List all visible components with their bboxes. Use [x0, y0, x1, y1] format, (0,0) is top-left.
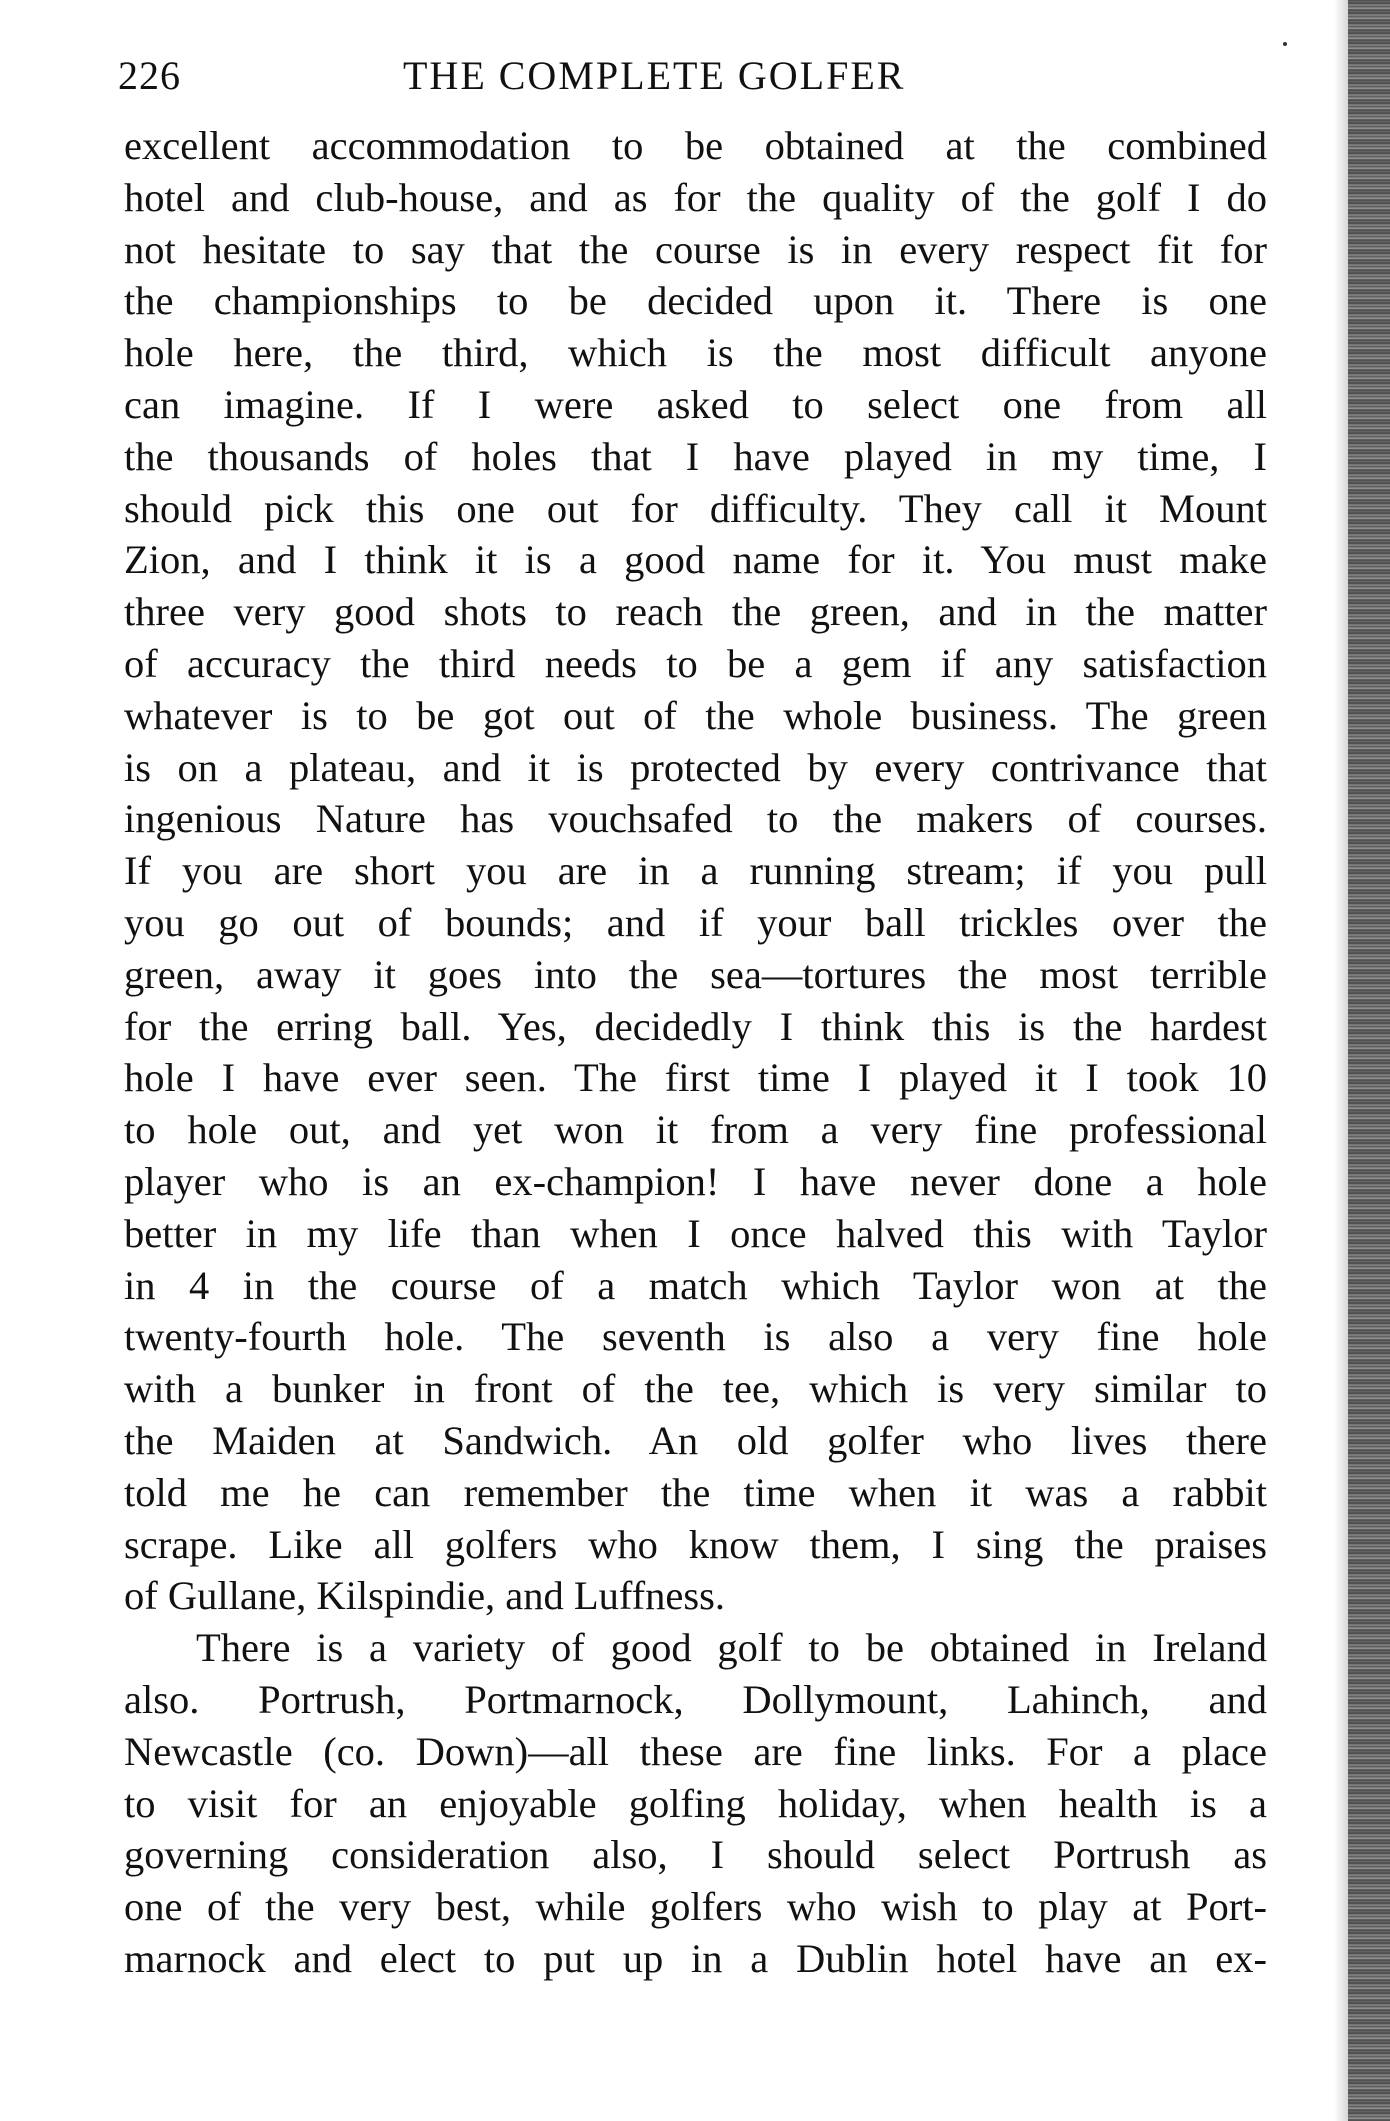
text-line: hotel and club-house, and as for the quality of the golf I do: [124, 174, 1267, 220]
text-line: of accuracy the third needs to be a gem if any satisfaction: [124, 640, 1267, 686]
running-title: THE COMPLETE GOLFER: [403, 53, 906, 98]
text-line: three very good shots to reach the green, and in the matter: [124, 589, 1267, 635]
text-line: should pick this one out for difficulty. They call it Mount: [124, 485, 1267, 531]
text-line: with a bunker in front of the tee, which is very similar to: [124, 1366, 1267, 1412]
text-line: to hole out, and yet won it from a very fine professional: [124, 1107, 1267, 1153]
text-line: of Gullane, Kilspindie, and Luffness.: [124, 1573, 726, 1619]
text-line: for the erring ball. Yes, decidedly I think this is the hardest: [124, 1003, 1267, 1049]
text-line: marnock and elect to put up in a Dublin hotel have an ex-: [124, 1935, 1267, 1981]
text-line: player who is an ex-champion! I have never done a hole: [124, 1158, 1267, 1204]
text-line: Zion, and I think it is a good name for it. You must make: [124, 537, 1267, 583]
text-line: not hesitate to say that the course is in every respect fit for: [124, 226, 1267, 272]
text-line: scrape. Like all golfers who know them, I sing the praises: [124, 1521, 1267, 1567]
text-line: hole I have ever seen. The first time I played it I took 10: [124, 1055, 1267, 1101]
text-line: ingenious Nature has vouchsafed to the makers of courses.: [124, 796, 1267, 842]
text-line: twenty-fourth hole. The seventh is also a very fine hole: [124, 1314, 1267, 1360]
text-line: also. Portrush, Portmarnock, Dollymount, Lahinch, and: [124, 1676, 1267, 1722]
text-line: better in my life than when I once halved this with Taylor: [124, 1210, 1267, 1256]
text-line: governing consideration also, I should select Portrush as: [124, 1832, 1267, 1878]
print-speck: [1283, 42, 1287, 46]
text-line: the championships to be decided upon it. There is one: [124, 278, 1267, 324]
text-line: whatever is to be got out of the whole business. The green: [124, 692, 1267, 738]
text-line: told me he can remember the time when it was a rabbit: [124, 1469, 1267, 1515]
text-line: in 4 in the course of a match which Taylor won at the: [124, 1262, 1267, 1308]
running-head: [118, 52, 1268, 112]
text-line: Newcastle (co. Down)—all these are fine links. For a place: [124, 1728, 1267, 1774]
text-line: If you are short you are in a running stream; if you pull: [124, 848, 1267, 894]
text-line: to visit for an enjoyable golfing holiday, when health is a: [124, 1780, 1267, 1826]
text-line: can imagine. If I were asked to select one from all: [124, 381, 1267, 427]
page-number: 226: [118, 53, 181, 98]
text-line: the thousands of holes that I have played in my time, I: [124, 433, 1267, 479]
paragraph-first-line: There is a variety of good golf to be obtained in Ireland: [196, 1625, 1267, 1671]
text-line: the Maiden at Sandwich. An old golfer who lives there: [124, 1417, 1267, 1463]
text-line: hole here, the third, which is the most difficult anyone: [124, 330, 1267, 376]
text-line: one of the very best, while golfers who wish to play at Port-: [124, 1884, 1267, 1930]
page-binding-edge: [1348, 0, 1390, 2121]
text-line: green, away it goes into the sea—tortures the most terrible: [124, 951, 1267, 997]
text-line: excellent accommodation to be obtained at the combined: [124, 123, 1267, 168]
body-text: [124, 120, 1267, 1985]
text-line: is on a plateau, and it is protected by every contrivance that: [124, 744, 1267, 790]
text-line: you go out of bounds; and if your ball trickles over the: [124, 899, 1267, 945]
